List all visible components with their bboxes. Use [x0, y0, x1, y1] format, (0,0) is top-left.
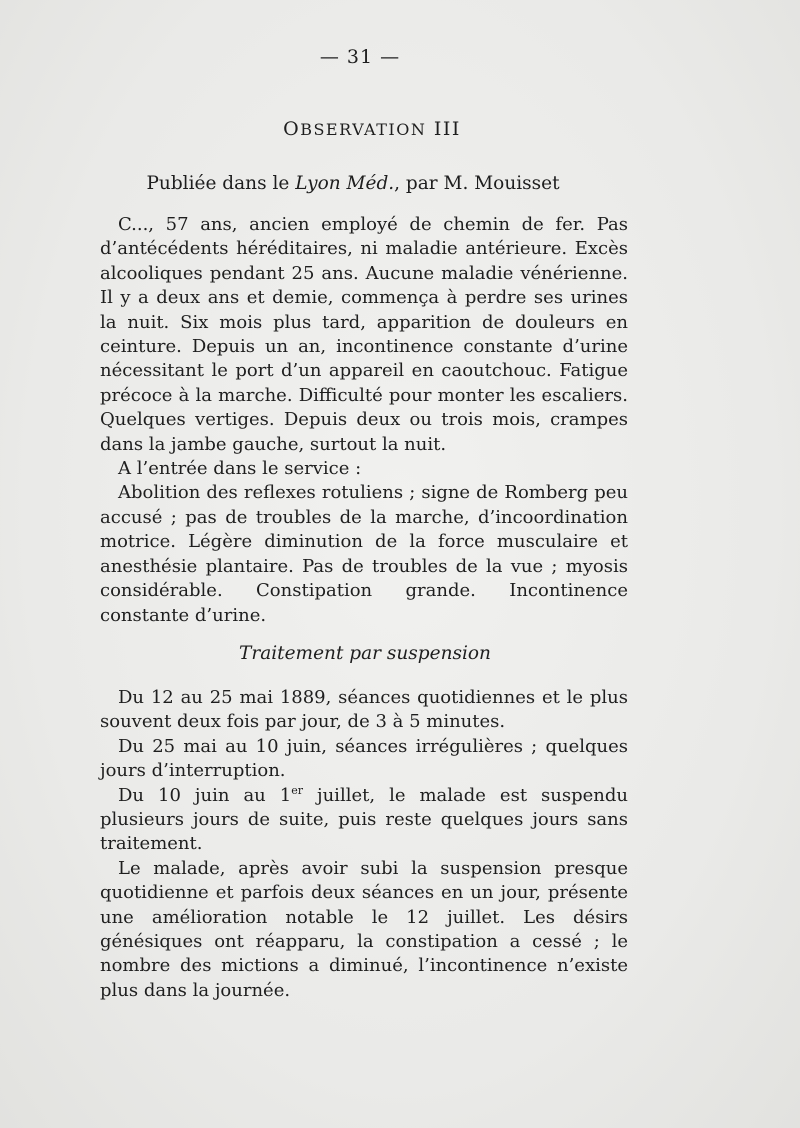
page-number: — 31 — [319, 46, 401, 68]
observation-heading-smallcaps: BSERVATION [300, 120, 427, 139]
treatment-title: Traitement par suspension [239, 643, 491, 664]
findings-paragraph: Abolition des reflexes rotuliens ; signe de Romberg peu accusé ; pas de troubles de la marche, d’incoordination motrice. Légère diminution de la force musculaire et anesthésie plantaire. Pas de troubles de la vue ; myosis considérable. Constipation grande. Incontinence constante d’urine. [100, 482, 628, 626]
source-before: Publiée dans le [146, 173, 296, 194]
source-journal: Lyon Méd. [295, 173, 395, 194]
treatment-paragraph-2: Du 25 mai au 10 juin, séances irrégulières ; quelques jours d’interruption. [100, 735, 628, 782]
observation-source [0, 173, 706, 194]
treatment-p3-before: Du 10 juin au 1 [118, 784, 292, 806]
source-after: , par M. Mouisset [394, 173, 560, 194]
observation-heading-initial: O [283, 118, 301, 140]
treatment-p3-after: juillet, le malade est suspendu plusieurs jours de suite, puis reste quelques jours sans traitement. [100, 784, 629, 855]
treatment-paragraph-4: Le malade, après avoir subi la suspension presque quotidienne et parfois deux séances en un jour, présente une amélioration notable le 12 juillet. Les désirs génésiques ont réapparu, la constipation a cessé ; le nombre des mictions a diminué, l’incontinence n’existe plus dans la journée. [100, 857, 628, 1001]
treatment-description [100, 686, 628, 1003]
treatment-paragraph-3 [100, 784, 628, 857]
treatment-paragraph-1: Du 12 au 25 mai 1889, séances quotidiennes et le plus souvent deux fois par jour, de 3 à 5 minutes. [100, 687, 628, 733]
case-history-paragraph: C..., 57 ans, ancien employé de chemin de fer. Pas d’antécédents héréditaires, ni maladie antérieure. Excès alcooliques pendant 25 ans. Aucune maladie vénérienne. Il y a deux ans et demie, commença à perdre ses urines la nuit. Six mois plus tard, apparition de douleurs en ceinture. Depuis un an, incontinence constante d’urine nécessitant le port d’un appareil en caoutchouc. Fatigue précoce à la marche. Difficulté pour monter les escaliers. Quelques vertiges. Depuis deux ou trois mois, crampes dans la jambe gauche, surtout la nuit. [100, 214, 628, 455]
treatment-p3-sup: er [291, 783, 304, 797]
observation-heading [0, 118, 744, 140]
admission-paragraph: A l’entrée dans le service : [118, 458, 362, 480]
case-description [100, 213, 628, 628]
observation-heading-number: III [426, 118, 461, 140]
